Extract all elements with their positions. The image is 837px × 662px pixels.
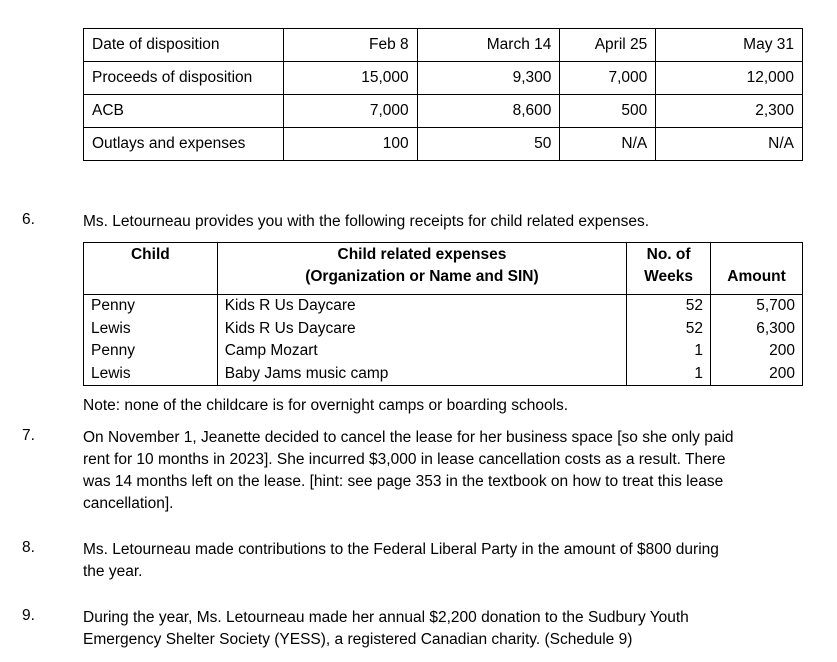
item-8-line: Ms. Letourneau made contributions to the Federal Liberal Party in the amount of $800 during xyxy=(83,541,719,558)
cell-value: N/A xyxy=(560,128,656,161)
header-weeks-line2: Weeks xyxy=(644,268,693,285)
item-9-number: 9. xyxy=(22,607,35,624)
item-7-text xyxy=(83,427,803,515)
header-date: Feb 8 xyxy=(283,29,417,62)
child-table-header-row xyxy=(84,243,803,295)
cell-value: 500 xyxy=(560,95,656,128)
item-9-line: Emergency Shelter Society (YESS), a registered Canadian charity. (Schedule 9) xyxy=(83,631,633,648)
cell-value: N/A xyxy=(656,128,803,161)
item-8-line: the year. xyxy=(83,563,143,580)
cell-value: 9,300 xyxy=(417,62,560,95)
table-row xyxy=(84,295,803,318)
item-8-number: 8. xyxy=(22,539,35,556)
header-date: April 25 xyxy=(560,29,656,62)
row-label: ACB xyxy=(84,95,284,128)
cell-weeks: 52 xyxy=(627,318,711,341)
cell-value: 2,300 xyxy=(656,95,803,128)
cell-child: Penny xyxy=(84,295,218,318)
header-expenses xyxy=(217,243,626,295)
header-amount xyxy=(711,243,803,295)
item-6-number: 6. xyxy=(22,211,35,228)
cell-org: Camp Mozart xyxy=(217,340,626,363)
cell-child: Lewis xyxy=(84,363,218,386)
row-label: Proceeds of disposition xyxy=(84,62,284,95)
cell-amount: 200 xyxy=(711,340,803,363)
item-8-text xyxy=(83,539,803,583)
cell-value: 15,000 xyxy=(283,62,417,95)
item-7-line: On November 1, Jeanette decided to cancel the lease for her business space [so she only paid xyxy=(83,429,734,446)
header-expenses-line1: Child related expenses xyxy=(337,246,507,263)
child-expenses-table xyxy=(83,242,803,386)
table-row xyxy=(84,62,803,95)
item-9-text xyxy=(83,607,803,651)
cell-value: 50 xyxy=(417,128,560,161)
table-row xyxy=(84,340,803,363)
cell-amount: 5,700 xyxy=(711,295,803,318)
disposition-table xyxy=(83,28,803,161)
cell-child: Penny xyxy=(84,340,218,363)
cell-weeks: 52 xyxy=(627,295,711,318)
header-label: Date of disposition xyxy=(84,29,284,62)
cell-value: 100 xyxy=(283,128,417,161)
cell-value: 12,000 xyxy=(656,62,803,95)
header-child: Child xyxy=(84,243,218,295)
item-7-line: cancellation]. xyxy=(83,495,174,512)
header-weeks xyxy=(627,243,711,295)
table-row xyxy=(84,363,803,386)
cell-amount: 200 xyxy=(711,363,803,386)
cell-weeks: 1 xyxy=(627,363,711,386)
cell-child: Lewis xyxy=(84,318,218,341)
row-label: Outlays and expenses xyxy=(84,128,284,161)
cell-weeks: 1 xyxy=(627,340,711,363)
header-amount-label: Amount xyxy=(727,268,786,285)
cell-org: Baby Jams music camp xyxy=(217,363,626,386)
header-weeks-line1: No. of xyxy=(646,246,691,263)
table-row xyxy=(84,128,803,161)
cell-value: 7,000 xyxy=(283,95,417,128)
table-row xyxy=(84,318,803,341)
header-date: March 14 xyxy=(417,29,560,62)
cell-value: 8,600 xyxy=(417,95,560,128)
cell-org: Kids R Us Daycare xyxy=(217,295,626,318)
item-7-line: rent for 10 months in 2023]. She incurred $3,000 in lease cancellation costs as a result. There xyxy=(83,451,726,468)
header-expenses-line2: (Organization or Name and SIN) xyxy=(305,268,539,285)
cell-amount: 6,300 xyxy=(711,318,803,341)
item-9-line: During the year, Ms. Letourneau made her annual $2,200 donation to the Sudbury Youth xyxy=(83,609,689,626)
header-date: May 31 xyxy=(656,29,803,62)
cell-value: 7,000 xyxy=(560,62,656,95)
item-6-intro: Ms. Letourneau provides you with the following receipts for child related expenses. xyxy=(83,213,650,230)
item-6-note: Note: none of the childcare is for overnight camps or boarding schools. xyxy=(83,397,569,414)
item-7-number: 7. xyxy=(22,427,35,444)
table-row xyxy=(84,95,803,128)
disposition-header-row xyxy=(84,29,803,62)
cell-org: Kids R Us Daycare xyxy=(217,318,626,341)
item-7-line: was 14 months left on the lease. [hint: see page 353 in the textbook on how to treat this lease xyxy=(83,473,724,490)
